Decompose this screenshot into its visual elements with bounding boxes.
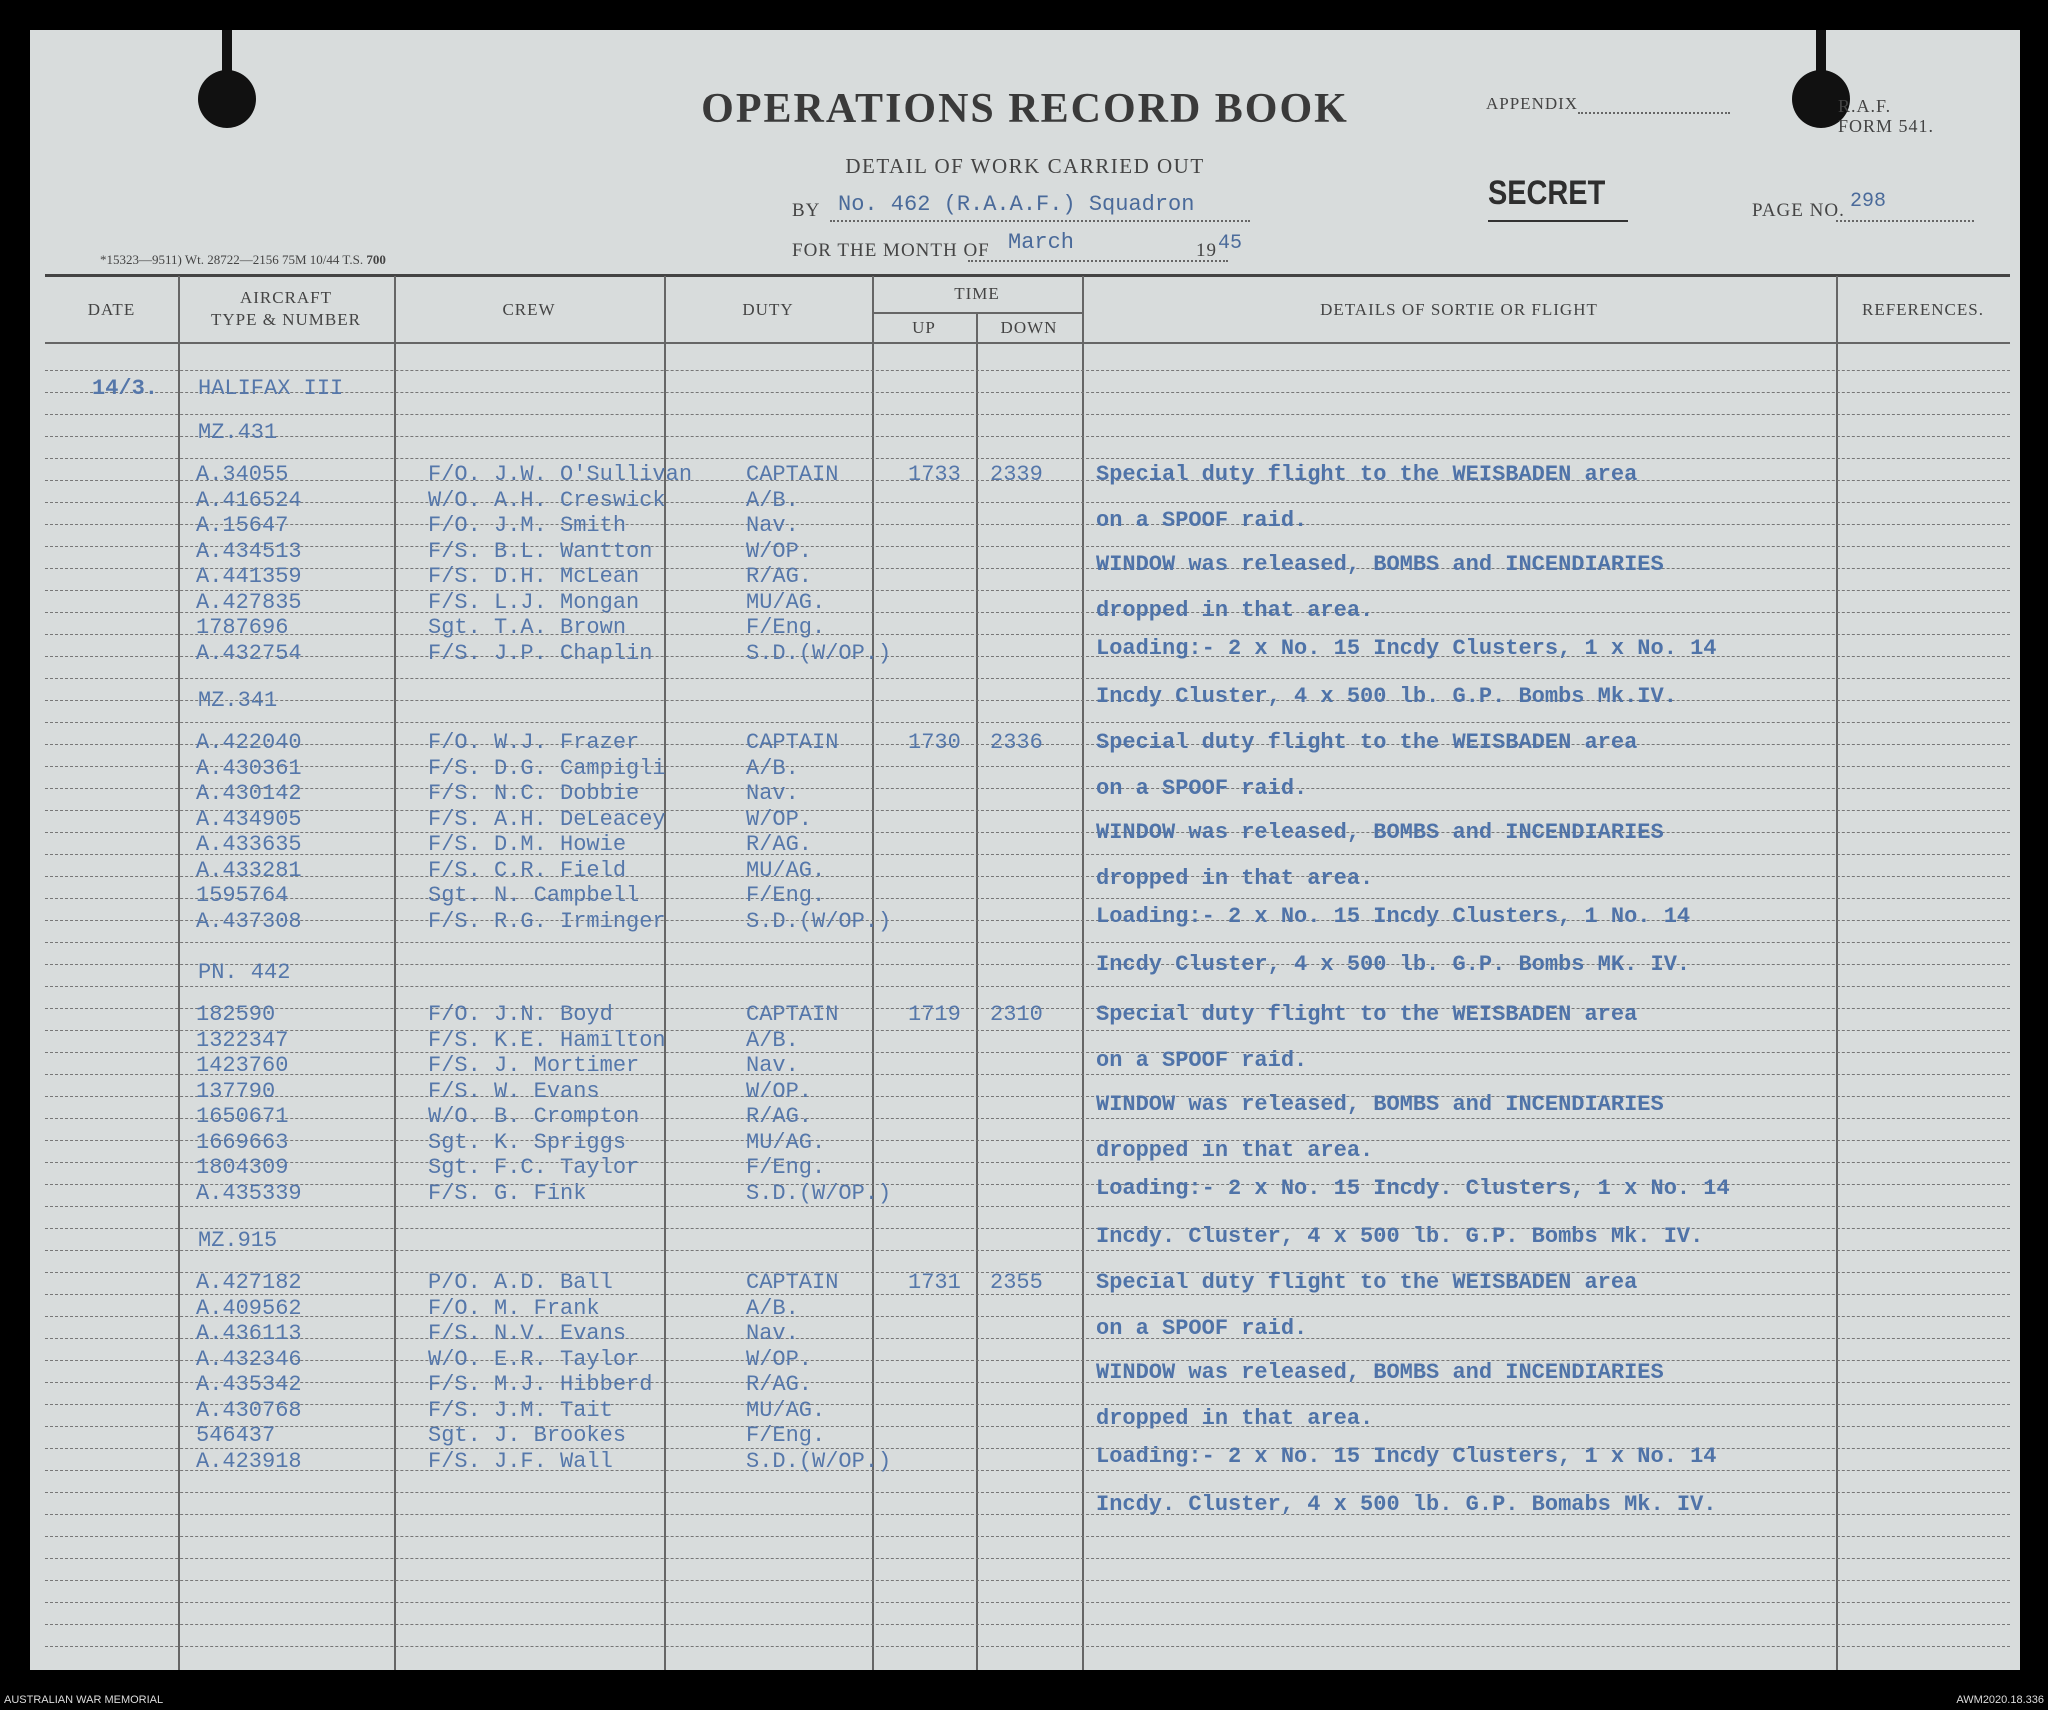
crew-service-number: A.434513 (196, 538, 302, 564)
crew-service-number: A.430361 (196, 755, 302, 781)
crew-duty: R/AG. (746, 564, 813, 589)
ruled-line (45, 1162, 2010, 1163)
crew-duty: MU/AG. (746, 857, 826, 883)
sortie-detail-line: dropped in that area. (1096, 1406, 1374, 1431)
ruled-line (45, 854, 2010, 855)
record-sheet (30, 30, 2020, 1670)
crew-name: F/O. W.J. Frazer (428, 730, 640, 755)
time-up: 1730 (908, 730, 961, 755)
crew-name: P/O. A.D. Ball (428, 1270, 613, 1295)
col-divider-details (1836, 276, 1838, 1670)
col-duty: DUTY (742, 300, 794, 319)
aircraft-serial: MZ.431 (198, 420, 278, 445)
crew-name: F/S. N.V. Evans (428, 1321, 627, 1346)
ruled-line (45, 1250, 2010, 1251)
sortie-detail-line: Loading:- 2 x No. 15 Incdy Clusters, 1 No. 14 (1096, 904, 1691, 929)
crew-name: Sgt. T.A. Brown (428, 615, 627, 640)
crew-name: Sgt. J. Brookes (428, 1423, 627, 1448)
crew-name: F/S. J.F. Wall (428, 1448, 613, 1474)
col-divider-aircraft (394, 276, 396, 1670)
ruled-line (45, 832, 2010, 833)
ruled-line (45, 1052, 2010, 1053)
ruled-line (45, 1074, 2010, 1075)
crew-duty: R/AG. (746, 1372, 813, 1397)
crew-duty: S.D.(W/OP.) (746, 1180, 892, 1206)
aircraft-type: HALIFAX III (198, 376, 344, 401)
footer-accession: AWM2020.18.336 (1956, 1694, 2044, 1706)
crew-service-number: 1787696 (196, 615, 289, 640)
crew-service-number: 1322347 (196, 1027, 289, 1053)
crew-name: Sgt. F.C. Taylor (428, 1155, 640, 1180)
crew-duty: Nav. (746, 781, 799, 806)
crew-name: F/S. B.L. Wantton (428, 538, 653, 564)
crew-service-number: 546437 (196, 1423, 276, 1448)
footer-source: AUSTRALIAN WAR MEMORIAL (4, 1694, 164, 1706)
time-down: 2336 (990, 730, 1043, 755)
ruled-line (45, 1624, 2010, 1625)
month-field-line (968, 260, 1228, 262)
ruled-line (45, 1206, 2010, 1207)
page-subtitle: DETAIL OF WORK CARRIED OUT (845, 154, 1205, 178)
crew-service-number: A.436113 (196, 1321, 302, 1346)
crew-duty: A/B. (746, 755, 799, 781)
sortie-detail-line: on a SPOOF raid. (1096, 1048, 1308, 1073)
time-up: 1733 (908, 462, 961, 487)
crew-duty: MU/AG. (746, 589, 826, 615)
crew-name: F/S. J. Mortimer (428, 1053, 640, 1078)
crew-duty: Nav. (746, 1321, 799, 1346)
col-crew: CREW (502, 300, 556, 319)
crew-service-number: A.432754 (196, 640, 302, 666)
ruled-line (45, 1580, 2010, 1581)
page-number: 298 (1850, 190, 1887, 213)
crew-service-number: A.433635 (196, 832, 302, 857)
ruled-line (45, 700, 2010, 701)
crew-service-number: A.433281 (196, 857, 302, 883)
sortie-detail-line: Loading:- 2 x No. 15 Incdy Clusters, 1 x No. 14 (1096, 636, 1717, 661)
ruled-line (45, 1536, 2010, 1537)
ruled-line (45, 1228, 2010, 1229)
col-divider-date (178, 276, 180, 1670)
crew-service-number: A.441359 (196, 564, 302, 589)
time-up: 1731 (908, 1270, 961, 1295)
crew-duty: CAPTAIN (746, 1270, 839, 1295)
crew-service-number: A.430768 (196, 1397, 302, 1423)
ruled-line (45, 634, 2010, 635)
page-title: OPERATIONS RECORD BOOK (701, 86, 1349, 132)
month-label: FOR THE MONTH OF (792, 240, 990, 261)
page-number-line (1836, 220, 1974, 222)
ruled-line (45, 1140, 2010, 1141)
crew-duty: Nav. (746, 1053, 799, 1078)
ruled-line (45, 1470, 2010, 1471)
aircraft-serial: MZ.915 (198, 1228, 278, 1253)
crew-service-number: A.34055 (196, 462, 289, 487)
crew-duty: F/Eng. (746, 1423, 826, 1448)
crew-name: F/S. N.C. Dobbie (428, 781, 640, 806)
crew-name: F/S. D.M. Howie (428, 832, 627, 857)
ruled-line (45, 436, 2010, 437)
header-bottom-rule (45, 342, 2010, 344)
crew-service-number: A.15647 (196, 513, 289, 538)
ruled-line (45, 1030, 2010, 1031)
ruled-line (45, 986, 2010, 987)
ruled-line (45, 1096, 2010, 1097)
crew-duty: A/B. (746, 1295, 799, 1321)
ruled-line (45, 766, 2010, 767)
ruled-line (45, 568, 2010, 569)
crew-name: F/S. D.H. McLean (428, 564, 640, 589)
col-down: DOWN (1000, 318, 1058, 337)
crew-name: F/O. J.M. Smith (428, 513, 627, 538)
ruled-line (45, 414, 2010, 415)
crew-service-number: 1669663 (196, 1129, 289, 1155)
crew-name: F/S. D.G. Campigli (428, 755, 666, 781)
crew-duty: S.D.(W/OP.) (746, 640, 892, 666)
ruled-line (45, 678, 2010, 679)
crew-name: F/S. M.J. Hibberd (428, 1372, 653, 1397)
ruled-line (45, 1404, 2010, 1405)
col-up: UP (912, 318, 936, 337)
crew-service-number: A.430142 (196, 781, 302, 806)
header-top-rule (45, 274, 2010, 277)
time-subheader-rule (872, 312, 1084, 314)
ruled-line (45, 1316, 2010, 1317)
page-number-label: PAGE NO. (1752, 200, 1845, 221)
ruled-line (45, 788, 2010, 789)
sortie-detail-line: dropped in that area. (1096, 598, 1374, 623)
print-code: *15323—9511) Wt. 28722—2156 75M 10/44 T.S. 700 (100, 252, 386, 267)
crew-service-number: 1804309 (196, 1155, 289, 1180)
col-divider-up (976, 314, 978, 1670)
crew-service-number: A.432346 (196, 1346, 302, 1372)
crew-duty: W/OP. (746, 1346, 813, 1372)
ruled-line (45, 876, 2010, 877)
crew-service-number: 137790 (196, 1078, 276, 1104)
col-aircraft-2: TYPE & NUMBER (211, 310, 361, 329)
sortie-detail-line: Loading:- 2 x No. 15 Incdy. Clusters, 1 x No. 14 (1096, 1176, 1730, 1201)
col-date: DATE (87, 300, 136, 319)
time-up: 1719 (908, 1002, 961, 1027)
sortie-detail-line: on a SPOOF raid. (1096, 508, 1308, 533)
form-label-number: FORM 541. (1838, 116, 1935, 136)
col-aircraft-1: AIRCRAFT (239, 288, 333, 307)
ruled-line (45, 1646, 2010, 1647)
ruled-line (45, 1558, 2010, 1559)
crew-name: Sgt. N. Campbell (428, 883, 640, 908)
sortie-detail-line: on a SPOOF raid. (1096, 1316, 1308, 1341)
secret-underline (1488, 220, 1628, 222)
sortie-detail-line: dropped in that area. (1096, 866, 1374, 891)
crew-service-number: 1650671 (196, 1104, 289, 1129)
ruled-line (45, 1338, 2010, 1339)
ruled-line (45, 524, 2010, 525)
crew-name: Sgt. K. Spriggs (428, 1129, 627, 1155)
squadron-name: No. 462 (R.A.A.F.) Squadron (838, 192, 1195, 217)
sortie-detail-line: WINDOW was released, BOMBS and INCENDIARIES (1096, 1360, 1664, 1385)
sortie-detail-line: Special duty flight to the WEISBADEN area (1096, 1270, 1638, 1295)
ruled-line (45, 502, 2010, 503)
crew-duty: R/AG. (746, 1104, 813, 1129)
crew-name: F/O. J.N. Boyd (428, 1002, 613, 1027)
col-details: DETAILS OF SORTIE OR FLIGHT (1320, 300, 1598, 319)
col-time: TIME (954, 284, 1000, 303)
crew-duty: Nav. (746, 513, 799, 538)
sortie-detail-line: on a SPOOF raid. (1096, 776, 1308, 801)
ruled-line (45, 1602, 2010, 1603)
time-down: 2310 (990, 1002, 1043, 1027)
ruled-line (45, 1426, 2010, 1427)
ruled-line (45, 722, 2010, 723)
form-label-raf: R.A.F. (1838, 96, 1892, 116)
crew-name: W/O. E.R. Taylor (428, 1346, 640, 1372)
ruled-line (45, 1382, 2010, 1383)
appendix-field (1578, 112, 1730, 114)
crew-duty: W/OP. (746, 806, 813, 832)
crew-service-number: A.435342 (196, 1372, 302, 1397)
ruled-line (45, 898, 2010, 899)
crew-name: W/O. B. Crompton (428, 1104, 640, 1129)
sortie-detail-line: Special duty flight to the WEISBADEN area (1096, 462, 1638, 487)
crew-duty: CAPTAIN (746, 1002, 839, 1027)
crew-duty: W/OP. (746, 538, 813, 564)
year-prefix: 19 (1196, 240, 1217, 261)
crew-service-number: 182590 (196, 1002, 276, 1027)
crew-service-number: A.427835 (196, 589, 302, 615)
crew-duty: F/Eng. (746, 615, 826, 640)
time-down: 2339 (990, 462, 1043, 487)
crew-duty: W/OP. (746, 1078, 813, 1104)
crew-name: F/S. K.E. Hamilton (428, 1027, 666, 1053)
ruled-line (45, 612, 2010, 613)
sortie-detail-line: WINDOW was released, BOMBS and INCENDIARIES (1096, 552, 1664, 577)
ruled-line (45, 1118, 2010, 1119)
by-label: BY (792, 200, 821, 221)
crew-service-number: A.423918 (196, 1448, 302, 1474)
crew-name: F/S. W. Evans (428, 1078, 600, 1104)
crew-name: F/O. J.W. O'Sullivan (428, 462, 693, 487)
sortie-detail-line: Incdy. Cluster, 4 x 500 lb. G.P. Bombs Mk. IV. (1096, 1224, 1704, 1249)
crew-name: F/S. J.M. Tait (428, 1397, 613, 1423)
crew-duty: MU/AG. (746, 1397, 826, 1423)
crew-duty: A/B. (746, 487, 799, 513)
crew-duty: CAPTAIN (746, 462, 839, 487)
crew-duty: F/Eng. (746, 883, 826, 908)
crew-name: F/S. R.G. Irminger (428, 908, 666, 934)
ruled-line (45, 942, 2010, 943)
crew-name: F/O. M. Frank (428, 1295, 600, 1321)
ruled-line (45, 458, 2010, 459)
crew-service-number: A.427182 (196, 1270, 302, 1295)
sortie-detail-line: Special duty flight to the WEISBADEN area (1096, 730, 1638, 755)
col-references: REFERENCES. (1862, 300, 1984, 319)
crew-duty: F/Eng. (746, 1155, 826, 1180)
crew-service-number: A.422040 (196, 730, 302, 755)
squadron-field-line (830, 220, 1250, 222)
sortie-detail-line: WINDOW was released, BOMBS and INCENDIARIES (1096, 1092, 1664, 1117)
crew-duty: S.D.(W/OP.) (746, 908, 892, 934)
entry-date: 14/3. (92, 376, 159, 401)
crew-service-number: 1595764 (196, 883, 289, 908)
ruled-line (45, 920, 2010, 921)
crew-name: F/S. L.J. Mongan (428, 589, 640, 615)
crew-name: F/S. A.H. DeLeacey (428, 806, 666, 832)
crew-service-number: 1423760 (196, 1053, 289, 1078)
crew-service-number: A.437308 (196, 908, 302, 934)
crew-name: F/S. J.P. Chaplin (428, 640, 653, 666)
appendix-label: APPENDIX (1486, 94, 1579, 113)
crew-name: W/O. A.H. Creswick (428, 487, 666, 513)
sortie-detail-line: Incdy Cluster, 4 x 500 lb. G.P. Bombs Mk.IV. (1096, 684, 1677, 709)
crew-duty: A/B. (746, 1027, 799, 1053)
crew-name: F/S. C.R. Field (428, 857, 627, 883)
crew-service-number: A.416524 (196, 487, 302, 513)
col-divider-time (1082, 276, 1084, 1670)
aircraft-serial: MZ.341 (198, 688, 278, 713)
sortie-detail-line: Incdy Cluster, 4 x 500 lb. G.P. Bombs MK. IV. (1096, 952, 1691, 977)
crew-duty: S.D.(W/OP.) (746, 1448, 892, 1474)
ruled-line (45, 810, 2010, 811)
crew-name: F/S. G. Fink (428, 1180, 587, 1206)
ruled-line (45, 964, 2010, 965)
sortie-detail-line: WINDOW was released, BOMBS and INCENDIARIES (1096, 820, 1664, 845)
crew-service-number: A.434905 (196, 806, 302, 832)
crew-service-number: A.409562 (196, 1295, 302, 1321)
ruled-line (45, 370, 2010, 371)
crew-service-number: A.435339 (196, 1180, 302, 1206)
ruled-line (45, 546, 2010, 547)
secret-stamp: SECRET (1488, 174, 1606, 212)
time-down: 2355 (990, 1270, 1043, 1295)
sortie-detail-line: Loading:- 2 x No. 15 Incdy Clusters, 1 x No. 14 (1096, 1444, 1717, 1469)
ruled-line (45, 1360, 2010, 1361)
sortie-detail-line: dropped in that area. (1096, 1138, 1374, 1163)
month-value: March (1008, 230, 1075, 255)
crew-duty: R/AG. (746, 832, 813, 857)
sortie-detail-line: Incdy. Cluster, 4 x 500 lb. G.P. Bomabs Mk. IV. (1096, 1492, 1717, 1517)
ruled-line (45, 590, 2010, 591)
crew-duty: CAPTAIN (746, 730, 839, 755)
crew-duty: MU/AG. (746, 1129, 826, 1155)
aircraft-serial: PN. 442 (198, 960, 291, 985)
year-suffix: 45 (1218, 232, 1243, 255)
sortie-detail-line: Special duty flight to the WEISBADEN area (1096, 1002, 1638, 1027)
